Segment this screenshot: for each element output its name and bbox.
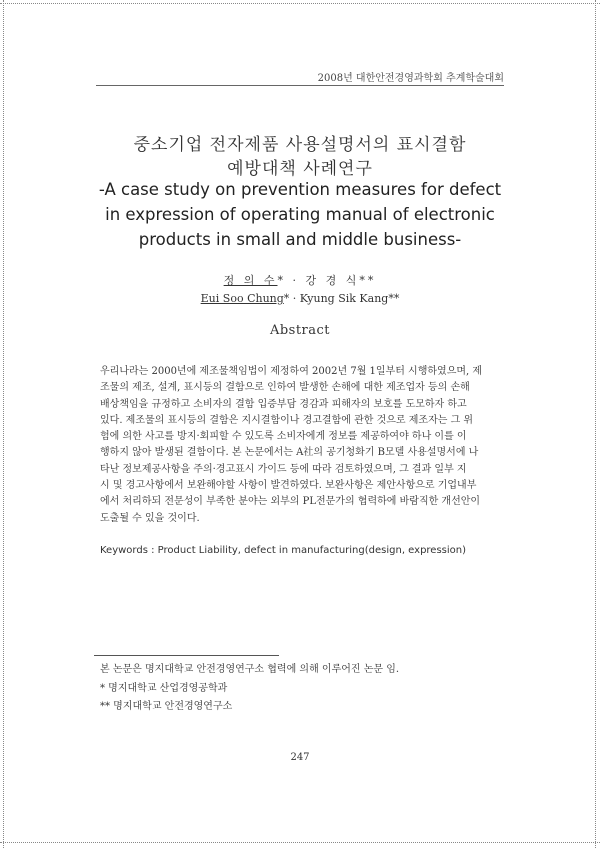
page-border-right [595,0,596,848]
authors-english [0,292,600,305]
authors-korean [0,272,600,288]
abstract-heading: Abstract [269,323,331,338]
abstract-line: 조물의 제조, 설계, 표시등의 결함으로 인하여 발생한 손해에 대한 제조업자 등의 손해 [100,382,470,394]
abstract-body [100,364,504,527]
footnote-affiliation-1: * 명지대학교 산업경영공학과 [100,683,228,694]
page-border-bottom [0,842,600,843]
keywords-line: Keywords : Product Liability, defect in manufacturing(design, expression) [100,545,467,556]
author-1-mark-en: * [283,292,290,305]
page-number: 247 [290,752,310,763]
abstract-line: 도출될 수 있을 것이다. [100,512,200,524]
abstract-line: 험에 의한 사고를 방지·회피할 수 있도록 소비자에게 정보를 제공하여야 하나 이를 이 [100,431,467,443]
abstract-line: 타난 정보제공사항을 주의·경고표시 가이드 등에 따라 검토하였으며, 그 결과 일부 지 [100,463,467,475]
footnote-affiliation-2: ** 명지대학교 안전경영연구소 [100,701,233,712]
title-english-line-1: -A case study on prevention measures for defect [98,180,502,199]
title-korean-line-1: 중소기업 전자제품 사용설명서의 표시결함 [133,135,467,155]
page-border-top [0,3,600,4]
page-border-left [3,0,4,848]
footnote-acknowledgement: 본 논문은 명지대학교 안전경영연구소 협력에 의해 이루어진 논문 임. [100,664,400,675]
author-1-english: Eui Soo Chung [200,292,284,305]
title-korean-line-2: 예방대책 사례연구 [227,159,373,179]
author-2-mark: ** [359,274,377,287]
title-english-line-2: in expression of operating manual of electronic [105,205,495,224]
abstract-line: 에서 처리하되 전문성이 부족한 분야는 외부의 PL전문가의 협력하에 바람직한 개선안이 [100,496,481,508]
footnote-rule [94,655,279,656]
running-head: 2008년 대한안전경영과학회 추계학술대회 [317,73,504,84]
author-1-mark: * [277,274,286,287]
author-1-korean: 정 의 수 [223,274,278,287]
title-english-line-3: products in small and middle business- [138,230,462,249]
abstract-line: 행하지 않아 발생된 결함이다. 본 논문에서는 A社의 공기청화기 B모델 사용설명서에 나 [100,447,479,459]
author-2-korean: 강 경 식 [305,274,360,287]
abstract-line: 우리나라는 2000년에 제조물책임법이 제정하여 2002년 7월 1일부터 시행하였으며, 제 [100,366,483,377]
header-rule [96,85,504,86]
abstract-line: 있다. 제조물의 표시등의 결함은 지시결함이나 경고결함에 관한 것으로 제조자는 그 위 [100,414,474,426]
author-separator: · [286,274,306,287]
abstract-line: 배상책임을 규정하고 소비자의 결함 입증부담 경감과 피해자의 보호를 도모하자 하고 [100,398,467,410]
author-2-english: Kyung Sik Kang [299,292,389,305]
author-separator-en: · [289,292,300,305]
abstract-line: 시 및 경고사항에서 보완해야할 사항이 발견하였다. 보완사항은 제안사항으로 기업내부 [100,480,477,492]
author-2-mark-en: ** [388,292,400,305]
